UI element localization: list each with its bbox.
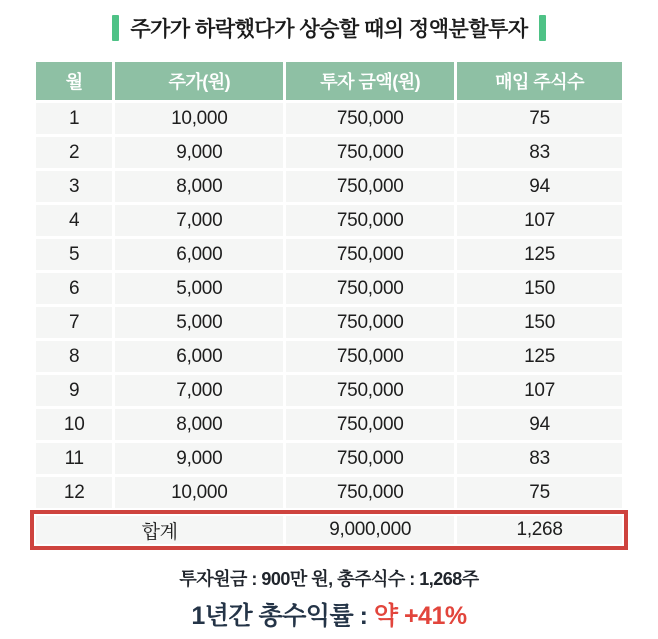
table-cell: 750,000 [286, 171, 454, 202]
table-cell: 750,000 [286, 239, 454, 270]
table-cell: 750,000 [286, 443, 454, 474]
table-row [36, 341, 622, 372]
table-cell: 750,000 [286, 341, 454, 372]
table-body [36, 103, 622, 508]
table-cell: 7,000 [115, 375, 283, 406]
total-row-highlight-frame [30, 510, 628, 550]
table-cell: 4 [36, 205, 112, 236]
table-cell: 83 [457, 443, 622, 474]
total-label: 합계 [36, 516, 283, 544]
table-cell: 750,000 [286, 103, 454, 134]
table-cell: 150 [457, 273, 622, 304]
table-cell: 750,000 [286, 137, 454, 168]
table-cell: 5 [36, 239, 112, 270]
page-title [0, 13, 658, 43]
table-cell: 7,000 [115, 205, 283, 236]
title-text: 주가가 하락했다가 상승할 때의 정액분할투자 [130, 18, 528, 41]
column-header-price: 주가(원) [115, 62, 283, 100]
table-cell: 750,000 [286, 307, 454, 338]
table-header-row [36, 62, 622, 100]
column-header-investment: 투자 금액(원) [286, 62, 454, 100]
title-accent-bar-left-icon [112, 15, 119, 41]
table-cell: 6 [36, 273, 112, 304]
table-cell: 10,000 [115, 477, 283, 508]
table-cell: 8 [36, 341, 112, 372]
table-row [36, 409, 622, 440]
title-accent-bar-right-icon [539, 15, 546, 41]
table-row [36, 171, 622, 202]
table-row [36, 239, 622, 270]
table-cell: 125 [457, 341, 622, 372]
table-row [36, 477, 622, 508]
return-value: 약 +41% [373, 602, 467, 630]
table-row [36, 443, 622, 474]
table-cell: 5,000 [115, 307, 283, 338]
table-cell: 750,000 [286, 409, 454, 440]
table-cell: 6,000 [115, 239, 283, 270]
table-row [36, 375, 622, 406]
table-cell: 10 [36, 409, 112, 440]
table-cell: 750,000 [286, 205, 454, 236]
table-cell: 9,000 [115, 137, 283, 168]
table-cell: 7 [36, 307, 112, 338]
footer [0, 565, 658, 632]
table-cell: 83 [457, 137, 622, 168]
table-cell: 5,000 [115, 273, 283, 304]
table-cell: 1 [36, 103, 112, 134]
table-row [36, 273, 622, 304]
table-cell: 11 [36, 443, 112, 474]
table-row [36, 307, 622, 338]
total-shares: 1,268 [457, 516, 622, 544]
table-cell: 107 [457, 375, 622, 406]
table-row [36, 137, 622, 168]
table-cell: 9 [36, 375, 112, 406]
return-label: 1년간 총수익률 : [191, 602, 374, 630]
table-cell: 3 [36, 171, 112, 202]
table-cell: 750,000 [286, 273, 454, 304]
table-cell: 107 [457, 205, 622, 236]
table-cell: 750,000 [286, 477, 454, 508]
table-cell: 8,000 [115, 409, 283, 440]
table-total-row [36, 516, 622, 544]
table-cell: 10,000 [115, 103, 283, 134]
table-cell: 75 [457, 103, 622, 134]
summary-line: 투자원금 : 900만 원, 총주식수 : 1,268주 [179, 569, 479, 589]
column-header-shares: 매입 주식수 [457, 62, 622, 100]
table-cell: 6,000 [115, 341, 283, 372]
table-cell: 9,000 [115, 443, 283, 474]
investment-table [36, 62, 622, 550]
table-cell: 2 [36, 137, 112, 168]
table-cell: 75 [457, 477, 622, 508]
table-cell: 12 [36, 477, 112, 508]
table-cell: 750,000 [286, 375, 454, 406]
table-cell: 8,000 [115, 171, 283, 202]
table-cell: 94 [457, 171, 622, 202]
table-cell: 150 [457, 307, 622, 338]
table-cell: 125 [457, 239, 622, 270]
total-investment: 9,000,000 [286, 516, 454, 544]
return-line [0, 596, 658, 632]
column-header-month: 월 [36, 62, 112, 100]
table-row [36, 205, 622, 236]
table-cell: 94 [457, 409, 622, 440]
table-row [36, 103, 622, 134]
